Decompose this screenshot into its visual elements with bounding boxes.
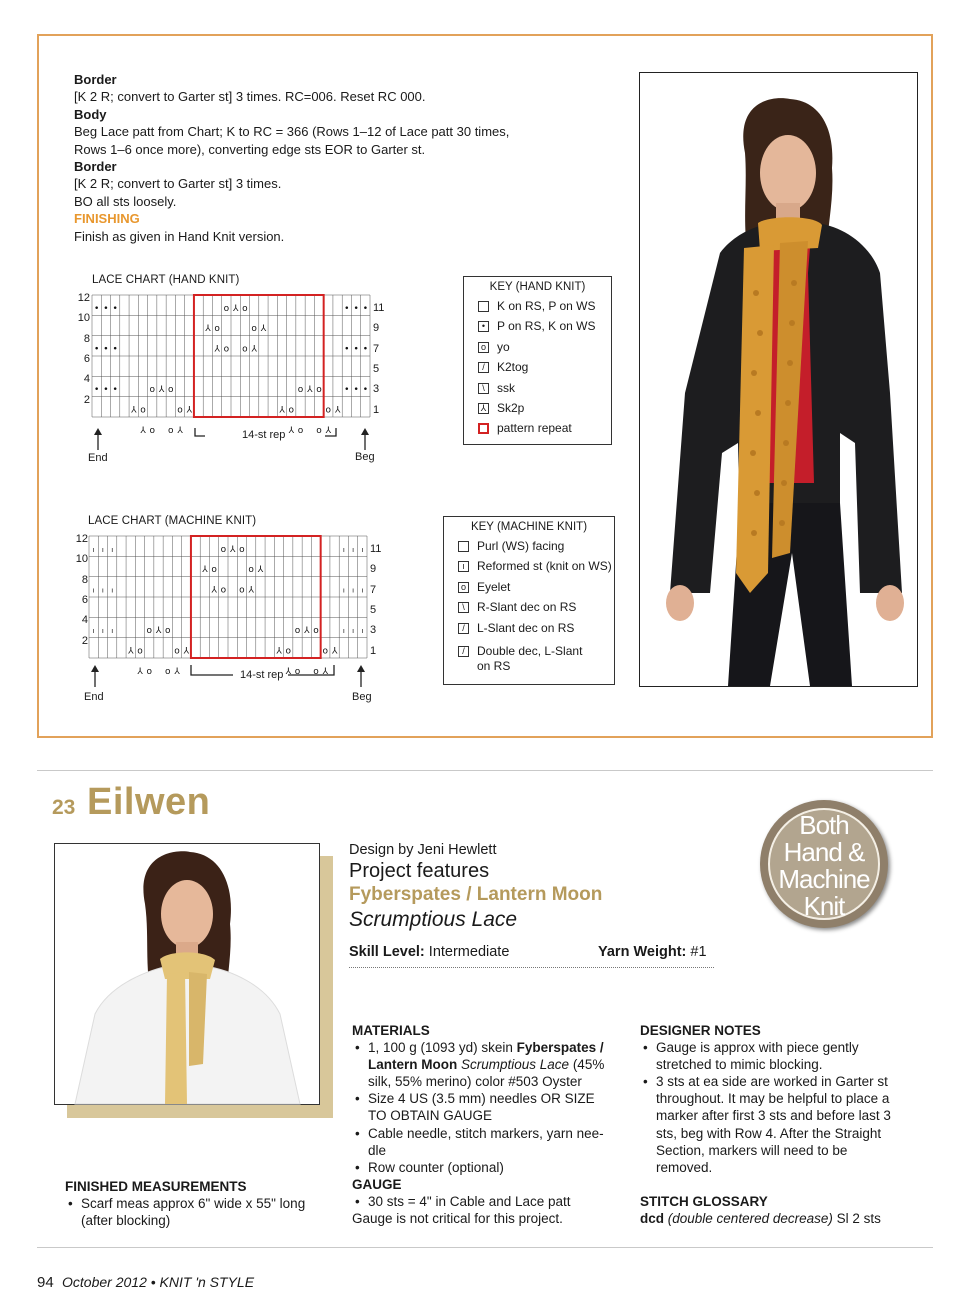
border-heading-2: Border: [74, 159, 117, 175]
chart-stitch-symbol: ⅄: [177, 425, 183, 436]
chart-stitch-symbol: o: [165, 626, 171, 637]
edge-stitch-symbol: ı: [92, 545, 95, 554]
hand-chart-title: LACE CHART (HAND KNIT): [92, 274, 240, 286]
l-slant-icon: /: [458, 623, 469, 634]
pattern-title: Eilwen: [87, 781, 211, 823]
row-number: 11: [370, 543, 382, 555]
edge-stitch-symbol: •: [344, 385, 350, 396]
badge-line: Hand &: [783, 837, 865, 867]
edge-stitch-symbol: •: [353, 303, 359, 314]
yarn-weight: Yarn Weight: #1: [598, 944, 707, 960]
edge-stitch-symbol: •: [112, 344, 118, 355]
chart-stitch-symbol: o: [251, 324, 257, 335]
key-machine-title: KEY (MACHINE KNIT): [470, 521, 588, 533]
double-dec-icon: /: [458, 646, 469, 657]
chart-stitch-symbol: ⅄: [137, 666, 143, 677]
border-heading: Border: [74, 72, 117, 87]
edge-stitch-symbol: ı: [361, 545, 364, 554]
key-machine-item: ı Reformed st (knit on WS): [458, 559, 614, 579]
badge-hand-machine-knit: [760, 800, 888, 928]
chart-stitch-symbol: ⅄: [202, 565, 208, 576]
dot-square-icon: •: [478, 321, 489, 332]
reformed-st-icon: ı: [458, 561, 469, 572]
row-number: 3: [370, 624, 377, 637]
chart-stitch-symbol: o: [220, 585, 227, 596]
edge-stitch-symbol: •: [93, 344, 100, 355]
materials-item: • Cable needle, stitch markers, yarn nee- dle: [352, 1125, 620, 1159]
edge-stitch-symbol: ı: [361, 627, 364, 636]
gauge-item: • 30 sts = 4" in Cable and Lace patt: [352, 1193, 620, 1210]
chart-stitch-symbol: ⅄: [127, 646, 134, 657]
edge-stitch-symbol: •: [353, 344, 359, 355]
chart-stitch-symbol: ⅄: [248, 585, 254, 596]
chart-stitch-symbol: ⅄: [211, 585, 217, 596]
row-number: 12: [77, 292, 90, 304]
finished-measurements: [65, 1178, 325, 1229]
footer-divider: [37, 1247, 933, 1248]
border-text-2a: [K 2 R; convert to Garter st] 3 times.: [74, 176, 282, 192]
materials-heading: MATERIALS: [352, 1023, 430, 1038]
chart-stitch-symbol: ⅄: [183, 646, 190, 657]
designer-notes-heading: DESIGNER NOTES: [640, 1023, 761, 1038]
border-text-2b: BO all sts loosely.: [74, 193, 177, 209]
chart-stitch-symbol: o: [239, 544, 245, 555]
page-number: 94: [37, 1274, 54, 1291]
edge-stitch-symbol: •: [362, 344, 369, 355]
edge-stitch-symbol: •: [344, 344, 350, 355]
blank-square-icon: [458, 541, 469, 552]
edge-stitch-symbol: •: [112, 303, 118, 314]
row-number: 9: [373, 322, 380, 335]
badge-line: Both: [799, 810, 849, 840]
key-machine-item: o Eyelet: [458, 580, 614, 600]
row-number: 5: [373, 362, 380, 375]
pattern-repeat-red-square-icon: [478, 423, 489, 434]
designer-credit: Design by Jeni Hewlett: [349, 842, 497, 858]
chart-stitch-symbol: o: [177, 405, 183, 416]
edge-stitch-symbol: •: [353, 385, 359, 396]
chart-stitch-symbol: ⅄: [322, 666, 329, 677]
issue-info: October 2012 • KNIT 'n STYLE: [62, 1274, 255, 1290]
edge-stitch-symbol: ı: [101, 545, 104, 554]
chart-stitch-symbol: ⅄: [229, 544, 236, 555]
chart-stitch-symbol: ⅄: [155, 626, 162, 637]
chart-stitch-symbol: o: [223, 344, 230, 355]
chart-stitch-symbol: ⅄: [331, 646, 338, 657]
edge-stitch-symbol: ı: [111, 627, 114, 636]
materials-section: [352, 1022, 620, 1227]
edge-stitch-symbol: •: [112, 385, 118, 396]
row-number: 4: [81, 614, 88, 627]
hand-chart-end-label: End: [88, 452, 108, 464]
edge-stitch-symbol: •: [103, 344, 109, 355]
instructions: [74, 71, 544, 245]
chart-stitch-symbol: o: [322, 646, 329, 657]
chart-stitch-symbol: o: [316, 385, 322, 396]
chart-stitch-symbol: ⅄: [260, 324, 267, 335]
designer-note-item: • 3 sts at ea side are worked in Garter st throughout. It may be helpful to place a marker after first 3 sts and before last 3 sts, beg with Row 4. After the Straight Section, markers will need to be removed.: [640, 1073, 903, 1176]
designer-note-item: • Gauge is approx with piece gently stretched to mimic blocking.: [640, 1039, 903, 1073]
chart-stitch-symbol: ⅄: [232, 303, 239, 314]
edge-stitch-symbol: ı: [342, 627, 345, 636]
chart-stitch-symbol: o: [313, 626, 319, 637]
chart-stitch-symbol: o: [149, 425, 155, 436]
section-divider: [37, 770, 933, 771]
body-heading: Body: [74, 106, 107, 122]
edge-stitch-symbol: ı: [92, 586, 95, 595]
edge-stitch-symbol: ı: [352, 586, 355, 595]
key-hand-title: KEY (HAND KNIT): [489, 281, 586, 293]
chart-stitch-symbol: ⅄: [257, 565, 264, 576]
chart-stitch-symbol: ⅄: [276, 646, 282, 657]
key-hand-item: K on RS, P on WS: [478, 299, 611, 319]
row-number: 9: [370, 563, 377, 576]
chart-stitch-symbol: o: [146, 626, 152, 637]
row-number: 6: [81, 593, 88, 606]
chart-stitch-symbol: o: [294, 666, 301, 677]
blank-square-icon: [478, 301, 489, 312]
edge-stitch-symbol: ı: [361, 586, 364, 595]
chart-stitch-symbol: o: [294, 626, 301, 637]
chart-stitch-symbol: ⅄: [307, 385, 313, 396]
chart-stitch-symbol: ⅄: [140, 425, 146, 436]
hand-chart-rep-bracket: [90, 425, 380, 452]
row-number: 5: [370, 603, 377, 616]
row-number: 1: [370, 644, 377, 657]
chart-stitch-symbol: ⅄: [325, 425, 332, 436]
row-number: 11: [373, 302, 385, 314]
chart-stitch-symbol: o: [297, 425, 304, 436]
materials-item: • Size 4 US (3.5 mm) needles OR SIZE TO OBTAIN GAUGE: [352, 1090, 620, 1124]
chart-stitch-symbol: ⅄: [214, 344, 220, 355]
edge-stitch-symbol: ı: [111, 586, 114, 595]
machine-chart-beg-label: Beg: [352, 691, 372, 703]
machine-chart-rep-label: 14-st rep: [240, 669, 284, 681]
stitch-glossary-entry: dcd (double centered decrease) Sl 2 sts: [640, 1210, 881, 1226]
chart-stitch-symbol: ⅄: [174, 666, 180, 677]
key-hand-item: / K2tog: [478, 360, 611, 380]
row-number: 3: [373, 383, 380, 396]
edge-stitch-symbol: •: [362, 303, 369, 314]
chart-stitch-symbol: ⅄: [304, 626, 310, 637]
badge-line: Machine: [778, 864, 870, 894]
edge-stitch-symbol: ı: [352, 545, 355, 554]
key-machine-item: Purl (WS) facing: [458, 539, 614, 559]
machine-chart-end-label: End: [84, 691, 104, 703]
row-number: 8: [83, 332, 90, 345]
key-hand-item: o yo: [478, 340, 611, 360]
k2tog-slash-icon: /: [478, 362, 489, 373]
chart-stitch-symbol: o: [285, 646, 291, 657]
r-slant-icon: \: [458, 602, 469, 613]
machine-chart-title: LACE CHART (MACHINE KNIT): [88, 515, 257, 527]
dotted-divider: [349, 967, 714, 968]
chart-stitch-symbol: ⅄: [279, 405, 285, 416]
chart-stitch-symbol: o: [168, 385, 174, 396]
chart-stitch-symbol: o: [288, 405, 294, 416]
yo-circle-icon: o: [478, 342, 489, 353]
row-number: 4: [83, 373, 90, 386]
finishing-heading: FINISHING: [74, 211, 140, 227]
chart-stitch-symbol: o: [239, 585, 245, 596]
chart-stitch-symbol: o: [223, 303, 230, 314]
chart-stitch-symbol: o: [242, 303, 248, 314]
chart-stitch-symbol: o: [168, 425, 174, 436]
gauge-note: Gauge is not critical for this project.: [352, 1211, 563, 1227]
sk2p-icon: ⅄: [478, 403, 489, 414]
key-machine-item: / L-Slant dec on RS: [458, 621, 614, 641]
chart-stitch-symbol: ⅄: [334, 405, 341, 416]
chart-stitch-symbol: ⅄: [186, 405, 193, 416]
hand-chart-beg-label: Beg: [355, 451, 375, 463]
edge-stitch-symbol: •: [103, 303, 109, 314]
finished-heading: FINISHED MEASUREMENTS: [65, 1179, 247, 1194]
materials-item: • 1, 100 g (1093 yd) skein Fyberspates / Lantern Moon Scrumptious Lace (45% silk, 55% merino) color #503 Oyster: [352, 1039, 620, 1090]
chart-stitch-symbol: o: [174, 646, 180, 657]
row-number: 10: [75, 553, 88, 566]
chart-stitch-symbol: o: [214, 324, 220, 335]
edge-stitch-symbol: ı: [111, 545, 114, 554]
chart-stitch-symbol: o: [220, 544, 227, 555]
edge-stitch-symbol: ı: [101, 586, 104, 595]
chart-stitch-symbol: o: [313, 666, 319, 677]
row-number: 1: [373, 403, 380, 416]
row-number: 8: [81, 573, 88, 586]
chart-stitch-symbol: ⅄: [251, 344, 257, 355]
row-number: 10: [77, 312, 90, 325]
key-hand-item: pattern repeat: [478, 421, 611, 441]
chart-stitch-symbol: o: [140, 405, 146, 416]
finishing-text: Finish as given in Hand Knit version.: [74, 228, 285, 244]
eyelet-circle-icon: o: [458, 582, 469, 593]
edge-stitch-symbol: •: [344, 303, 350, 314]
machine-chart-rep-bracket: [88, 665, 378, 689]
yarn-name: Scrumptious Lace: [349, 908, 518, 931]
chart-stitch-symbol: o: [248, 565, 254, 576]
chart-stitch-symbol: ⅄: [130, 405, 137, 416]
row-number: 7: [370, 583, 377, 596]
yarn-brand: Fyberspates / Lantern Moon: [349, 884, 603, 905]
chart-stitch-symbol: o: [325, 405, 332, 416]
chart-stitch-symbol: ⅄: [158, 385, 165, 396]
chart-stitch-symbol: ⅄: [205, 324, 211, 335]
designer-notes-section: [640, 1022, 903, 1227]
chart-stitch-symbol: ⅄: [285, 666, 291, 677]
row-number: 6: [83, 352, 90, 365]
edge-stitch-symbol: •: [362, 385, 369, 396]
gauge-heading: GAUGE: [352, 1176, 402, 1192]
chart-stitch-symbol: o: [242, 344, 248, 355]
chart-stitch-symbol: o: [211, 565, 217, 576]
edge-stitch-symbol: ı: [352, 627, 355, 636]
chart-stitch-symbol: o: [316, 425, 322, 436]
edge-stitch-symbol: ı: [342, 586, 345, 595]
edge-stitch-symbol: •: [93, 303, 100, 314]
chart-stitch-symbol: o: [297, 385, 304, 396]
row-number: 2: [83, 393, 90, 406]
key-machine-item: \ R-Slant dec on RS: [458, 600, 614, 620]
hand-chart-rep-label: 14-st rep: [242, 429, 286, 441]
project-features-label: Project features: [349, 860, 490, 882]
badge-line: Knit: [803, 891, 845, 921]
key-machine-knit: [443, 516, 615, 685]
pattern-number: 23: [52, 796, 76, 819]
finished-item: • Scarf meas approx 6" wide x 55" long (after blocking): [65, 1195, 325, 1229]
key-machine-item: / Double dec, L-Slant on RS: [458, 644, 614, 674]
key-hand-item: ⅄ Sk2p: [478, 401, 611, 421]
materials-item: • Row counter (optional): [352, 1159, 620, 1176]
key-hand-knit: [463, 276, 612, 445]
key-hand-item: \ ssk: [478, 381, 611, 401]
edge-stitch-symbol: ı: [92, 627, 95, 636]
body-text: Beg Lace patt from Chart; K to RC = 366 (Rows 1–12 of Lace patt 30 times, Rows 1–6 once more), converting edge sts EOR to Garter st.: [74, 124, 510, 157]
ssk-backslash-icon: \: [478, 383, 489, 394]
border-text: [K 2 R; convert to Garter st] 3 times. RC=006. Reset RC 000.: [74, 89, 426, 105]
row-number: 2: [81, 634, 88, 647]
chart-stitch-symbol: o: [146, 666, 152, 677]
skill-level: Skill Level: Intermediate: [349, 944, 510, 960]
chart-stitch-symbol: ⅄: [288, 425, 294, 436]
key-hand-item: • P on RS, K on WS: [478, 319, 611, 339]
edge-stitch-symbol: ı: [342, 545, 345, 554]
model-photo-eilwen-scarf: [54, 843, 320, 1105]
row-number: 12: [75, 533, 88, 545]
page-footer: [37, 1274, 254, 1291]
chart-stitch-symbol: o: [149, 385, 155, 396]
stitch-glossary-heading: STITCH GLOSSARY: [640, 1193, 768, 1209]
edge-stitch-symbol: •: [103, 385, 109, 396]
row-number: 7: [373, 342, 380, 355]
chart-stitch-symbol: o: [137, 646, 143, 657]
chart-stitch-symbol: o: [165, 666, 171, 677]
edge-stitch-symbol: ı: [101, 627, 104, 636]
edge-stitch-symbol: •: [93, 385, 100, 396]
model-photo-lace-scarf: [639, 72, 918, 687]
